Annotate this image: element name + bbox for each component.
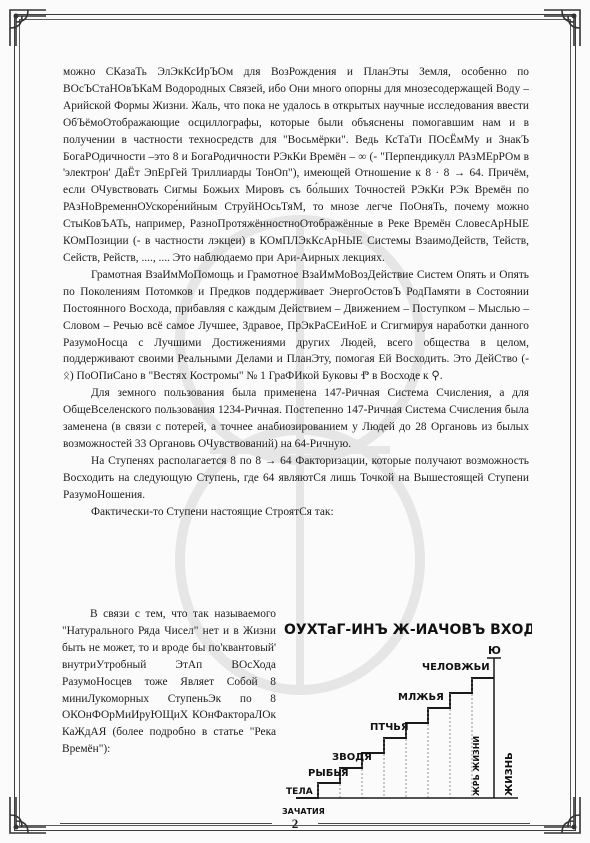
page-number: 2 bbox=[291, 816, 299, 831]
ladder-title: ОУХТаГ-ИНЪ Ж-ИАЧОВЪ ВХОДЫ bbox=[284, 622, 532, 638]
ladder-step-1: ТЕЛА bbox=[286, 787, 313, 797]
ladder-step-5: МЛЖЬЯ bbox=[398, 692, 444, 703]
paragraph-2: Грамотная ВзаИмМоПомощь и Грамотное ВзаИмМоВозДействие Систем Опять и Опять по Поколениям Потомков и Предков поддерживает ЭнергоОстовЪ РодПамяти в Состоянии Постоянного Восхода, прибавляя с каждым Действием – Движением – Поступком – Мыслью – Словом – Речью всё самое Лучшее, Здравое, ПрЭкРаСЕиНоЕ и Сгигмируя наработки данного РазумоНосца с Лучшими Достижениями других Людей, всего общества в целом, поддерживают своими Реальными Делами и ПланЭту, помогая Ей Восходить. Это ДейСтво (- ᛟ) ПоОПиСано в "Вестях Костромы" № 1 ГраФИкой Буковы Ⱂ в Восходе к ⚲. bbox=[63, 268, 529, 383]
ladder-far-right-vertical: ЖИЗНЬ bbox=[504, 752, 515, 796]
corner-ornament-top-left bbox=[6, 6, 48, 48]
staircase-diagram bbox=[282, 618, 532, 818]
ladder-step-6: ЧЕЛОВЖЬИ bbox=[422, 662, 490, 673]
corner-ornament-top-right bbox=[542, 6, 584, 48]
ladder-step-3: ЗВОДЯ bbox=[332, 752, 372, 763]
ladder-left-vertical: ЗАЧАТИЯ bbox=[282, 807, 325, 816]
paragraph-3: Для земного пользования была применена 147-Ричная Система Счисления, а для ОбщеВселенского пользования 1234-Ричная. Постепенно 147-Ричная Система Счисления была заменена (в связи с потерей, а точнее анабиозированием у Людей до 28 Органовь из былых возможностей 33 Органовь ОЧувствований) на 64-Ричную. bbox=[63, 387, 529, 450]
ladder-top-right-mark: Ю bbox=[488, 644, 501, 657]
paragraph-1: можно СКазаТь ЭлЭкКсИрЪОм для ВозРождения и ПланЭты Земля, особенно по ВОсЪСтаНОвЪКаМ Водородных Связей, ибо Они много опорны для мнозесодержащей Воду – Арийской Формы Жизни. Жаль, что пока не удалось в открытых научные исследования ввести ОбЪёмоОтображающие осциллографы, которые были объяснены помогавшим нам и в получении в частности техносредств для "Восьмёрки". Ведь КсТаТи ПОсЁмМу и ЗнакЪ БогаРОдичности –это 8 и БогаРодичности РЭкКи Времён – ∞ (- "Перпендикулл РАзМЕрРОм в 'электрон' ДаЁт ЭпЕрГей Триллиарды ТонОп"), имеющей Отношение к 8 · 8 → 64. Причём, если ОЧувствовать Сигмы Божьих Мировъ съ бо́льших Точностей РЭкКи РЭк Времён по РАзНоВременнОУскоре́нийным СтруйНОсьТяМ, то мнозе легче ПоОняТь, почему можно СтыКовЪАТь, например, РазноПротяжённостноОтображённые в Реке Времён СловесАрНЫЕ КОмПозиции (- в частности лэкцеи) в КОмПЛЭкКсАрНЫЕ Системы ВзаимоДейств, Тейств, Сейств, Рейств, ...., .... Это наблюдаемо при Ари-Аирных лекциях. bbox=[63, 66, 529, 264]
ladder-step-2: РЫБЬЯ bbox=[308, 768, 349, 779]
ladder-step-4: ПТЧЬЯ bbox=[370, 722, 409, 733]
paragraph-5: Фактически-то Ступени настоящие СтроятСя так: bbox=[91, 505, 334, 518]
side-paragraph: В связи с тем, что так называемого "Натурального Ряда Чисел" нет и в Жизни быть не может, то и вроде бы по'квантовый' внутриУтробный ЭтАп ВОсХода РазумоНосцев тоже Являет Собой 8 миниЛукоморных СтупеньЭк по 8 ОКОнФОрМиИруЮЩиХ КОнФактораЛОк КаЖдАЯ (более подробно в статье "Река Времён"): bbox=[62, 608, 276, 756]
body-text bbox=[63, 64, 529, 520]
ladder-right-vertical: ЖРЬ ЖИЗНИ bbox=[472, 735, 481, 796]
side-text bbox=[62, 606, 276, 758]
paragraph-4: На Ступенях располагается 8 по 8 → 64 Факторизации, которые получают возможность Восходить на следующую Ступень, где 64 являютСя лишь Точкой на Вышестоящей Ступени РазумоНошения. bbox=[63, 454, 529, 501]
